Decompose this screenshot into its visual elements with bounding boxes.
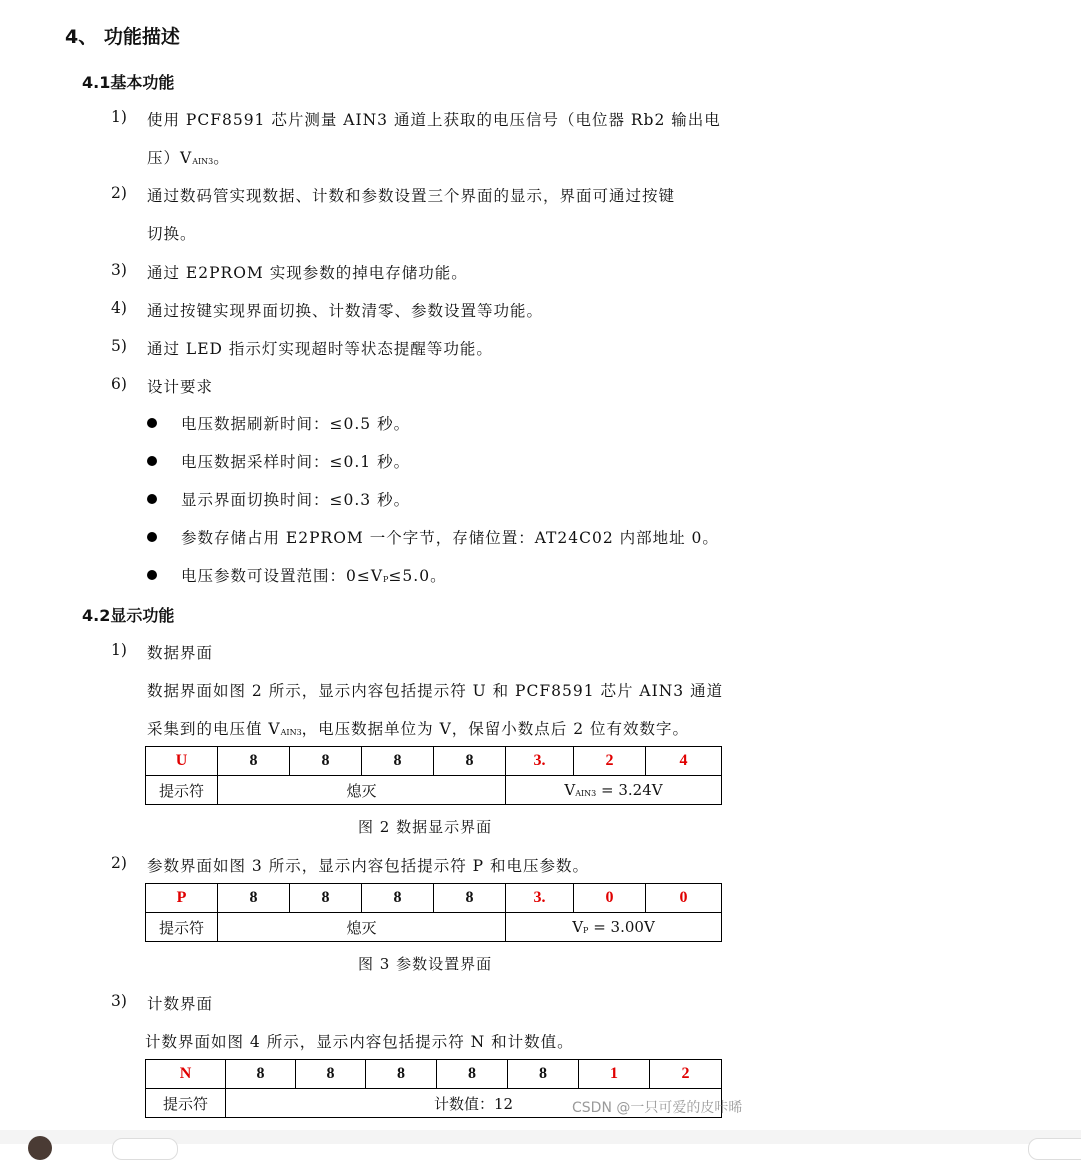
digit-cell: 3. — [506, 884, 574, 913]
list-item-text-cont: 压）VAIN3。 — [147, 149, 230, 167]
label-cell: 提示符 — [146, 913, 218, 942]
digit-cell: 8 — [290, 884, 362, 913]
table-row — [146, 913, 722, 942]
toolbar-pill-button[interactable] — [1028, 1138, 1081, 1160]
digit-cell: 8 — [218, 747, 290, 776]
bullet-icon — [147, 532, 157, 542]
bullet-text: 电压数据采样时间：≤0.1 秒。 — [181, 453, 411, 471]
digit-cell: U — [146, 747, 218, 776]
digit-cell: N — [146, 1060, 226, 1089]
digit-cell: 8 — [434, 884, 506, 913]
display-table-param — [145, 883, 722, 942]
off-cell: 熄灭 — [218, 776, 506, 805]
paragraph: 数据界面如图 2 所示，显示内容包括提示符 U 和 PCF8591 芯片 AIN3 通道 — [147, 682, 724, 700]
table-row — [146, 776, 722, 805]
subsection-heading-basic: 4.1基本功能 — [82, 73, 175, 92]
list-item-text: 参数界面如图 3 所示，显示内容包括提示符 P 和电压参数。 — [147, 857, 590, 875]
table-row — [146, 1060, 722, 1089]
subsection-heading-display: 4.2显示功能 — [82, 606, 175, 625]
list-item-text: 通过 E2PROM 实现参数的掉电存储功能。 — [147, 264, 468, 282]
avatar[interactable] — [28, 1136, 52, 1160]
list-number: 1) — [111, 108, 127, 126]
digit-cell: 8 — [437, 1060, 508, 1089]
bullet-icon — [147, 570, 157, 580]
digit-cell: 8 — [366, 1060, 437, 1089]
list-number: 3) — [111, 261, 127, 279]
paragraph: 采集到的电压值 VAIN3，电压数据单位为 V，保留小数点后 2 位有效数字。 — [147, 720, 689, 738]
list-item-text: 通过数码管实现数据、计数和参数设置三个界面的显示，界面可通过按键 — [147, 187, 676, 205]
paragraph: 计数界面如图 4 所示，显示内容包括提示符 N 和计数值。 — [145, 1033, 574, 1051]
bullet-text: 电压数据刷新时间：≤0.5 秒。 — [181, 415, 411, 433]
bullet-text: 参数存储占用 E2PROM 一个字节，存储位置：AT24C02 内部地址 0。 — [181, 529, 719, 547]
list-item-text: 计数界面 — [147, 995, 214, 1013]
digit-cell: 0 — [574, 884, 646, 913]
display-table-data — [145, 746, 722, 805]
bullet-text: 电压参数可设置范围：0≤VP≤5.0。 — [181, 567, 447, 585]
digit-cell: 4 — [646, 747, 722, 776]
value-cell: VP = 3.00V — [506, 913, 722, 942]
digit-cell: 3. — [506, 747, 574, 776]
off-cell: 熄灭 — [218, 913, 506, 942]
digit-cell: 8 — [290, 747, 362, 776]
watermark: CSDN @一只可爱的皮咔晞 — [572, 1100, 743, 1116]
digit-cell: 8 — [226, 1060, 296, 1089]
digit-cell: 8 — [296, 1060, 366, 1089]
list-item-text: 使用 PCF8591 芯片测量 AIN3 通道上获取的电压信号（电位器 Rb2 输出电 — [147, 111, 721, 129]
list-item-text: 通过 LED 指示灯实现超时等状态提醒等功能。 — [147, 340, 493, 358]
digit-cell: 8 — [434, 747, 506, 776]
label-cell: 提示符 — [146, 776, 218, 805]
table-row — [146, 747, 722, 776]
list-number: 2) — [111, 854, 127, 872]
digit-cell: 8 — [218, 884, 290, 913]
digit-cell: 2 — [650, 1060, 722, 1089]
digit-cell: 1 — [579, 1060, 650, 1089]
list-number: 2) — [111, 184, 127, 202]
digit-cell: 0 — [646, 884, 722, 913]
digit-cell: 2 — [574, 747, 646, 776]
bullet-text: 显示界面切换时间：≤0.3 秒。 — [181, 491, 411, 509]
list-number: 3) — [111, 992, 127, 1010]
bullet-icon — [147, 456, 157, 466]
figure-caption: 图 3 参数设置界面 — [358, 955, 493, 973]
digit-cell: 8 — [362, 884, 434, 913]
figure-caption: 图 2 数据显示界面 — [358, 818, 493, 836]
list-number: 6) — [111, 375, 127, 393]
digit-cell: 8 — [362, 747, 434, 776]
table-row — [146, 884, 722, 913]
list-item-text: 设计要求 — [147, 378, 214, 396]
section-heading: 4、 功能描述 — [65, 26, 180, 48]
count-cell: 计数值：12 — [226, 1089, 722, 1118]
list-item-text: 通过按键实现界面切换、计数清零、参数设置等功能。 — [147, 302, 544, 320]
digit-cell: P — [146, 884, 218, 913]
toolbar-pill-button[interactable] — [112, 1138, 178, 1160]
list-item-text-cont: 切换。 — [147, 225, 197, 243]
value-cell: VAIN3 = 3.24V — [506, 776, 722, 805]
label-cell: 提示符 — [146, 1089, 226, 1118]
list-number: 1) — [111, 641, 127, 659]
digit-cell: 8 — [508, 1060, 579, 1089]
list-number: 4) — [111, 299, 127, 317]
bullet-icon — [147, 418, 157, 428]
bullet-icon — [147, 494, 157, 504]
list-item-text: 数据界面 — [147, 644, 214, 662]
list-number: 5) — [111, 337, 127, 355]
